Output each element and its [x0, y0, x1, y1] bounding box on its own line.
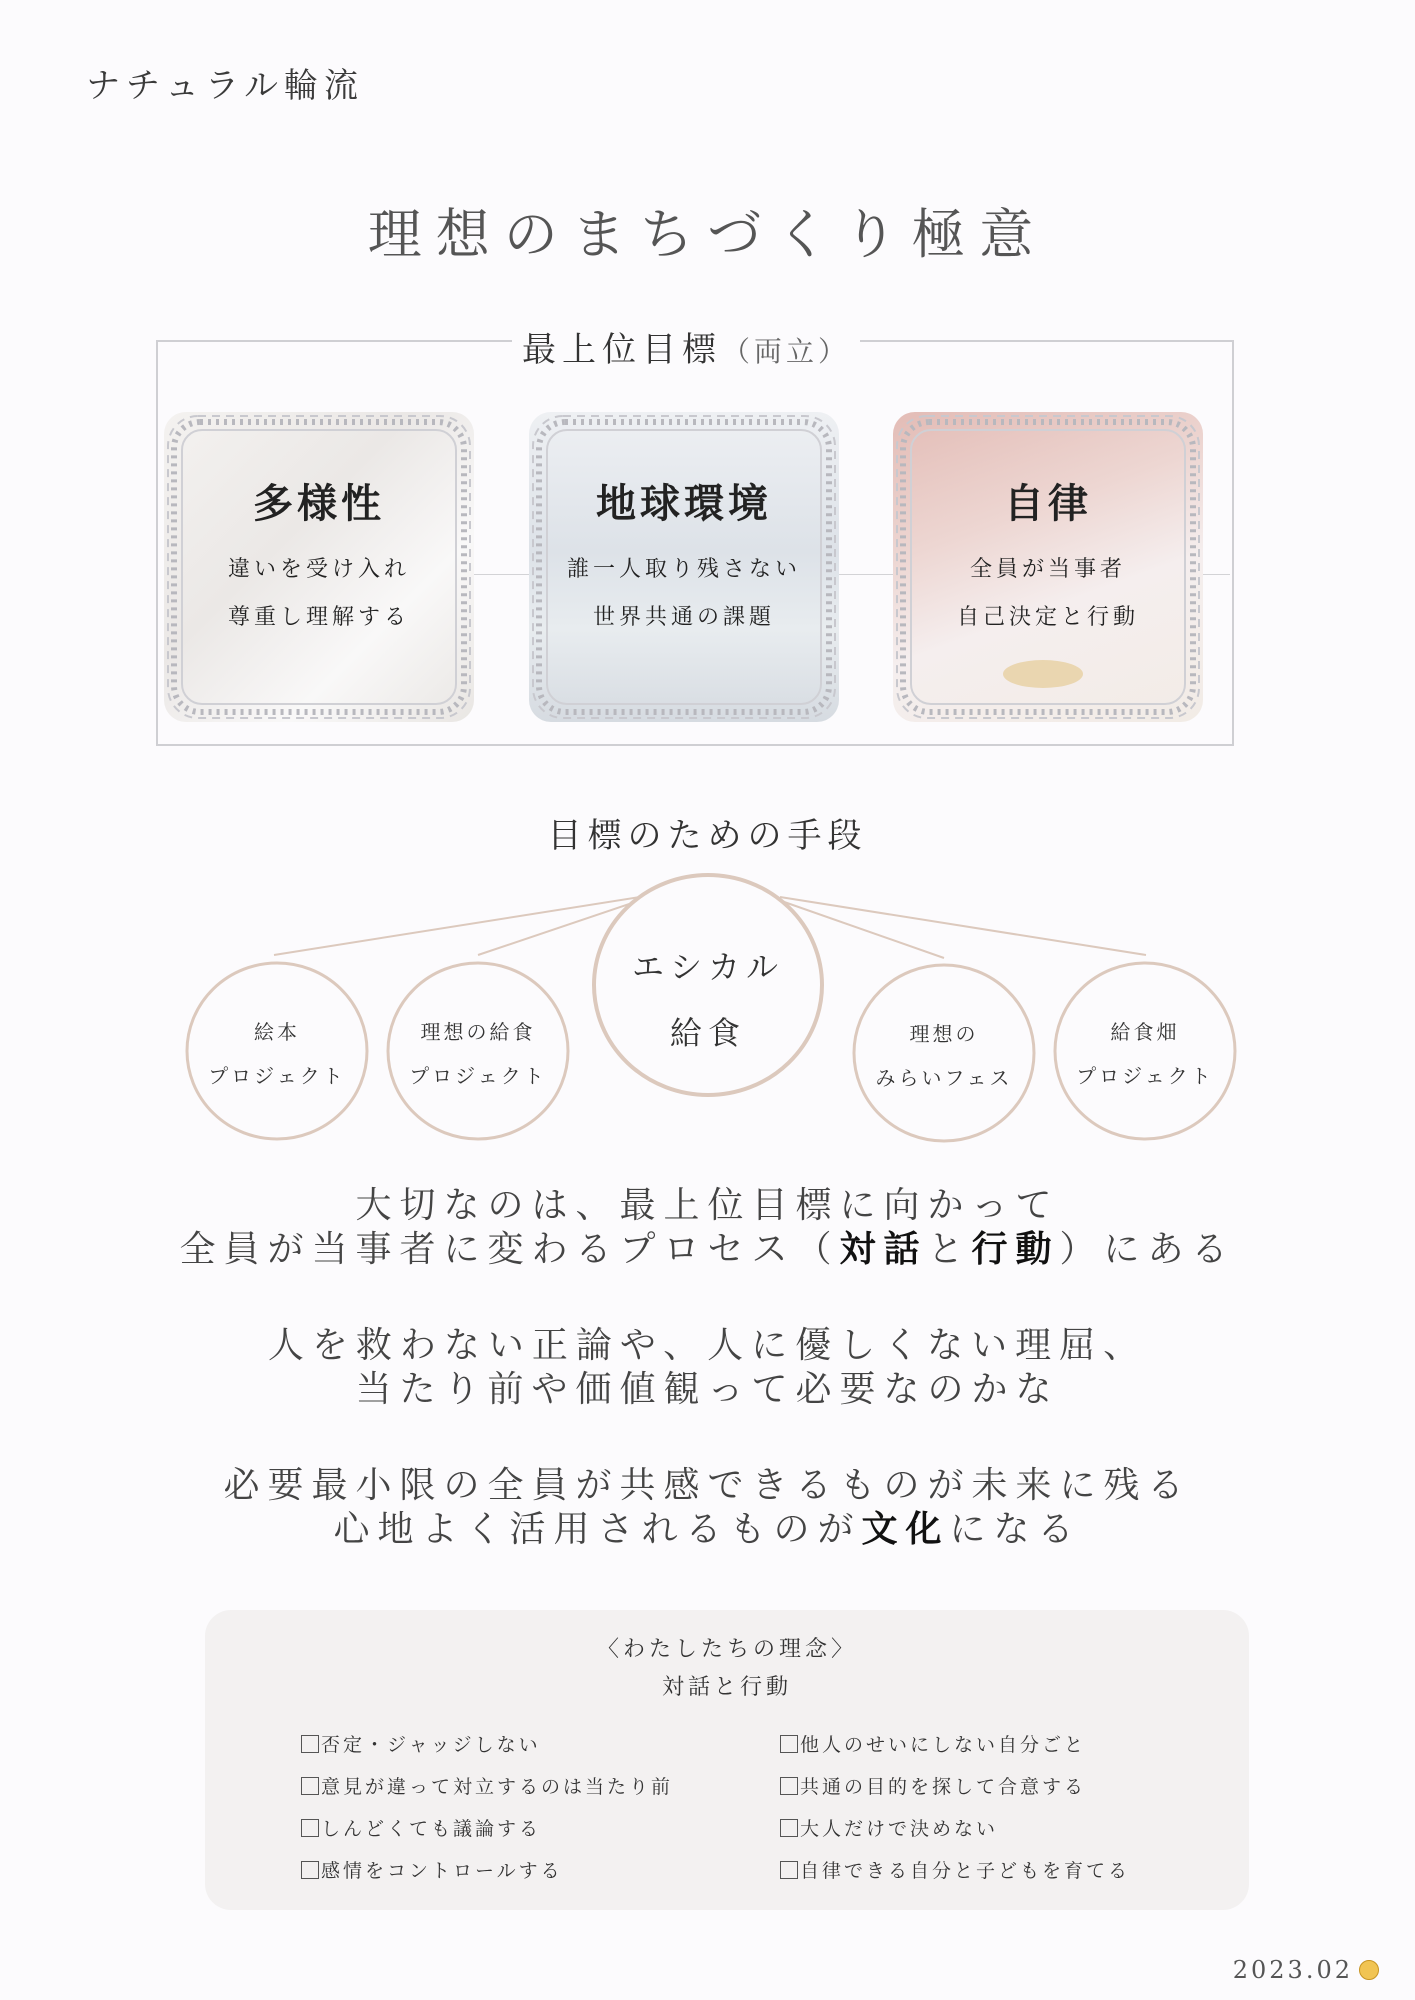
message-1: [0, 1184, 1415, 1272]
item-line1: 絵本: [254, 1020, 300, 1044]
item-line1: 理想の: [909, 1022, 979, 1046]
means-heading: 目標のための手段: [547, 816, 868, 856]
goal-card-line2: 自己決定と行動: [956, 605, 1139, 630]
brand-logo-text: ナチュラル輪流: [86, 66, 364, 106]
ideal-item: [301, 1814, 541, 1841]
bubble-ring: [851, 962, 1037, 1144]
ideal-item-label: 大人だけで決めない: [800, 1818, 999, 1840]
checkbox-icon: [301, 1861, 319, 1879]
means-item-future-fes: [851, 962, 1037, 1144]
message-2-line1: 人を救わない正論や、人に優しくない理屈、: [267, 1325, 1148, 1366]
bubble-ring: [1052, 960, 1238, 1142]
bubble-ring: [385, 960, 571, 1142]
ideal-item-label: 否定・ジャッジしない: [321, 1734, 541, 1756]
goal-card-line1: 全員が当事者: [969, 557, 1126, 582]
ideals-panel: [205, 1610, 1249, 1910]
checkbox-icon: [780, 1735, 798, 1753]
message-1-line2-a: 全員が当事者に変わるプロセス（: [179, 1229, 840, 1270]
ideal-item-label: 他人のせいにしない自分ごと: [800, 1734, 1087, 1756]
message-3-keyword-culture: 文化: [861, 1509, 950, 1550]
goal-card-title: 地球環境: [596, 481, 772, 527]
ideal-item: [780, 1814, 998, 1841]
message-3: [0, 1464, 1415, 1552]
ideal-item-label: 共通の目的を探して合意する: [800, 1776, 1087, 1798]
means-item-ideal-lunch: [385, 960, 571, 1142]
ideal-item-label: 自律できる自分と子どもを育てる: [800, 1860, 1131, 1882]
checkbox-icon: [301, 1735, 319, 1753]
message-3-line1: 必要最小限の全員が共感できるものが未来に残る: [223, 1465, 1192, 1506]
item-line2: プロジェクト: [1076, 1064, 1214, 1088]
message-1-line2-e: ）にある: [1059, 1229, 1236, 1270]
ideal-item: [301, 1772, 673, 1799]
ideal-item-label: 意見が違って対立するのは当たり前: [321, 1776, 674, 1798]
ideal-item: [780, 1730, 1086, 1757]
message-3-line2: [0, 1508, 1415, 1552]
goal-card-line1: 誰一人取り残さない: [566, 557, 801, 582]
date-text: 2023.02: [1232, 1956, 1353, 1984]
goal-card-title: 多様性: [253, 481, 385, 527]
ideal-item-label: 感情をコントロールする: [321, 1860, 563, 1882]
ideal-item-label: しんどくても議論する: [321, 1818, 542, 1840]
item-line2: プロジェクト: [409, 1064, 547, 1088]
goals-heading-sub: （両立）: [722, 335, 851, 368]
checkbox-icon: [780, 1777, 798, 1795]
message-3-line2-c: になる: [949, 1509, 1082, 1550]
ideal-item: [780, 1856, 1130, 1883]
checkbox-icon: [780, 1819, 798, 1837]
center-line1: エシカル: [631, 948, 784, 986]
means-center-bubble: [588, 870, 828, 1100]
goal-card-line1: 違いを受け入れ: [227, 557, 410, 582]
message-1-line2: [0, 1228, 1415, 1272]
goals-heading-main: 最上位目標: [522, 330, 722, 370]
goal-card-title: 自律: [1004, 481, 1092, 527]
message-2-line2: 当たり前や価値観って必要なのかな: [355, 1369, 1060, 1410]
center-line2: 給食: [669, 1014, 746, 1052]
means-item-lunch-field: [1052, 960, 1238, 1142]
ideal-item: [780, 1772, 1086, 1799]
goal-card-line2: 世界共通の課題: [592, 605, 775, 630]
item-line1: 理想の給食: [420, 1020, 536, 1044]
message-1-keyword-action: 行動: [971, 1229, 1060, 1270]
message-1-keyword-dialogue: 対話: [839, 1229, 928, 1270]
message-1-line2-c: と: [927, 1229, 972, 1270]
date-stamp: [1233, 1956, 1379, 1984]
item-line2: みらいフェス: [875, 1066, 1013, 1090]
ideal-item: [301, 1730, 541, 1757]
message-2: [0, 1324, 1415, 1412]
checkbox-icon: [301, 1777, 319, 1795]
item-line2: プロジェクト: [208, 1064, 346, 1088]
item-line1: 給食畑: [1110, 1020, 1180, 1044]
bubble-ring: [184, 960, 370, 1142]
message-1-line1: 大切なのは、最上位目標に向かって: [355, 1185, 1060, 1226]
ideal-item: [301, 1856, 563, 1883]
ideals-title: 〈わたしたちの理念〉: [596, 1637, 857, 1662]
ideals-subtitle: 対話と行動: [661, 1675, 792, 1700]
checkbox-icon: [301, 1819, 319, 1837]
message-3-line2-a: 心地よく活用されるものが: [333, 1509, 862, 1550]
page-title: 理想のまちづくり極意: [367, 203, 1048, 266]
means-item-picturebook: [184, 960, 370, 1142]
checkbox-icon: [780, 1861, 798, 1879]
goal-card-line2: 尊重し理解する: [227, 605, 410, 630]
sun-face-icon: [1359, 1960, 1379, 1980]
